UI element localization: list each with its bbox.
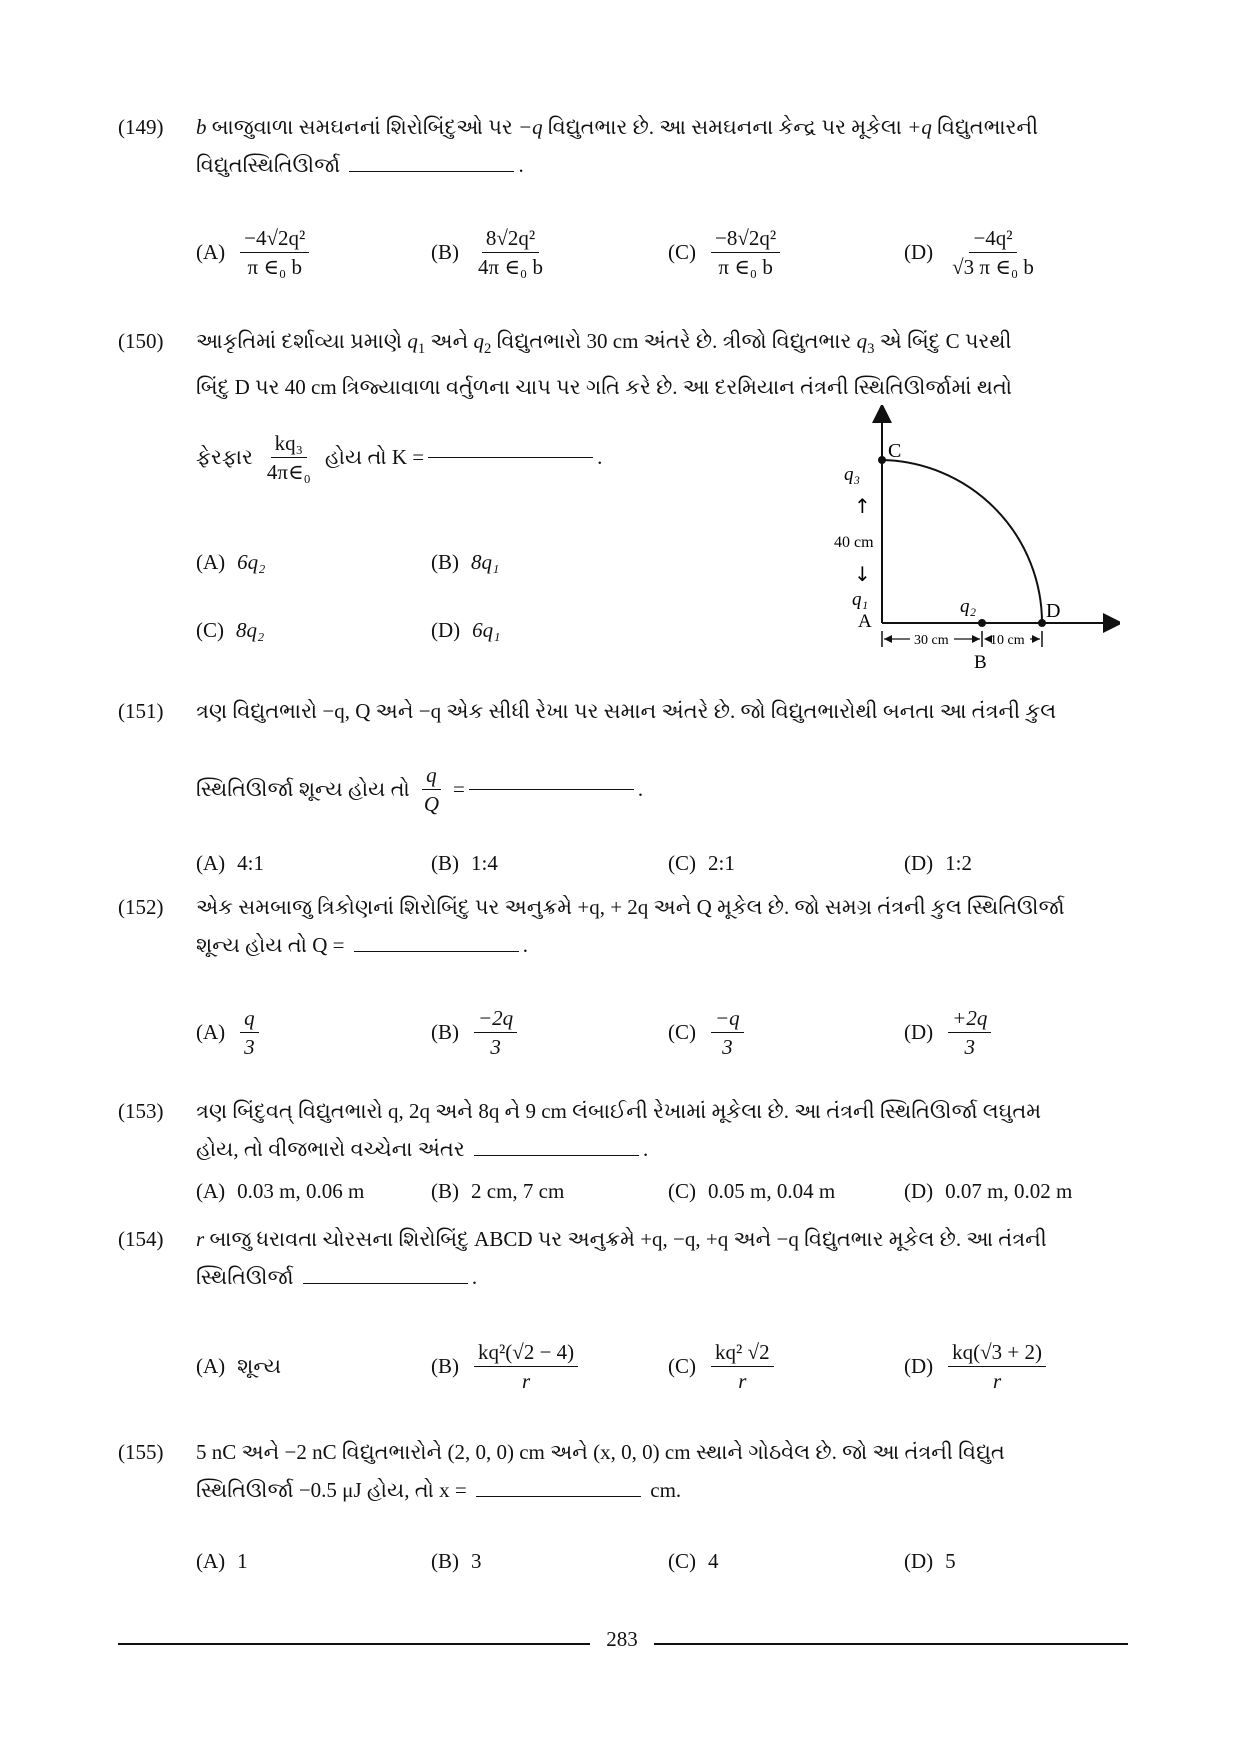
question-text: એક સમબાજુ ત્રિકોણનાં શિરોબિંદુ પર અનુક્રમે +q, + 2q અને Q મૂકેલ છે. જો સમગ્ર તંત્રની કુલ સ્થિતિઊર્જા શૂન્ય હોય તો Q = . xyxy=(196,895,1065,957)
option-d[interactable]: (D) 6q₁ xyxy=(431,617,501,642)
question-number: (154) xyxy=(118,1227,164,1251)
label-a: A xyxy=(858,611,872,632)
option-c[interactable]: (C) 8q₂ xyxy=(196,617,265,642)
options-150-row2 xyxy=(196,600,696,660)
question-155 xyxy=(118,1433,1128,1509)
option-d[interactable]: (D) $\frac{+2q}{3}$ xyxy=(904,1002,994,1062)
question-text: આકૃતિમાં દર્શાવ્યા પ્રમાણે $q_1$ અને $q_2$ વિદ્યુતભારો 30 cm અંતરે છે. ત્રીજો વિદ્યુતભાર $q_3$ એ બિંદુ C પરથી બિંદુ D પર 40 cm ત્રિજ્યાવાળા વર્તુળના ચાપ પર ગતિ કરે છે. આ દરમિયાન તંત્રની સ્થિતિઊર્જામાં થતો xyxy=(196,329,1012,400)
footer-rule-right xyxy=(654,1643,1128,1645)
option-a[interactable]: (A) 1 xyxy=(196,1548,248,1573)
options-155 xyxy=(196,1540,1136,1582)
question-number: (151) xyxy=(118,699,164,723)
question-number: (152) xyxy=(118,895,164,919)
down-arrow-icon: ↓ xyxy=(854,562,871,586)
option-a[interactable]: (A) 4:1 xyxy=(196,850,264,875)
option-b[interactable]: (B) 1:4 xyxy=(431,850,498,875)
option-d[interactable]: (D) 1:2 xyxy=(904,850,972,875)
label-q1: q₁ xyxy=(852,589,869,610)
option-d[interactable]: (D) 5 xyxy=(904,1548,956,1573)
options-154 xyxy=(196,1336,1136,1396)
option-a[interactable]: (A) 6q₂ xyxy=(196,549,266,574)
option-c[interactable]: (C) 0.05 m, 0.04 m xyxy=(668,1178,836,1203)
option-b[interactable]: (B) $\frac{-2q}{3}$ xyxy=(431,1002,520,1062)
label-q2: q₂ xyxy=(960,596,977,617)
arc-figure xyxy=(830,405,1120,685)
option-b[interactable]: (B) 3 xyxy=(431,1548,482,1573)
question-number: (153) xyxy=(118,1099,164,1123)
question-150 xyxy=(118,322,1128,406)
footer-rule-left xyxy=(118,1643,590,1645)
label-d: D xyxy=(1046,600,1061,622)
options-153 xyxy=(196,1170,1136,1212)
question-text: ત્રણ બિંદુવત્ વિદ્યુતભારો q, 2q અને 8q ને 9 cm લંબાઈની રેખામાં મૂકેલા છે. આ તંત્રની સ્થિતિઊર્જા લઘુતમ હોય, તો વીજભારો વચ્ચેના અંતર . xyxy=(196,1099,1042,1161)
answer-blank xyxy=(469,789,634,790)
page-number: 283 xyxy=(606,1627,638,1651)
question-154 xyxy=(118,1220,1128,1296)
label-c: C xyxy=(888,440,902,462)
option-b[interactable]: (B) $\frac{\text{kq²(√2 − 4)}}{r}$ xyxy=(431,1336,581,1396)
up-arrow-icon: ↑ xyxy=(854,494,871,518)
question-150-line3: ફેરફાર $\frac{\text{kq₃}}{\text{4π∈₀}}$ હોય તો K = . xyxy=(196,431,603,484)
option-b[interactable]: (B) $\frac{\text{8√2q²}}{\text{4π ∈₀ b}}$ xyxy=(431,225,543,279)
option-d[interactable]: (D) 0.07 m, 0.02 m xyxy=(904,1178,1073,1203)
answer-blank xyxy=(354,951,519,952)
option-a[interactable]: (A) શૂન્ય xyxy=(196,1353,282,1378)
options-151 xyxy=(196,842,1136,884)
label-q3: q₃ xyxy=(844,464,861,485)
question-text: r બાજુ ધરાવતા ચોરસના શિરોબિંદુ ABCD પર અનુક્રમે +q, −q, +q અને −q વિદ્યુતભાર મૂકેલ છે. આ તંત્રની સ્થિતિઊર્જા . xyxy=(196,1227,1047,1289)
answer-blank xyxy=(303,1283,468,1284)
option-d[interactable]: (D) $\frac{\text{−4q²}}{\text{√3 π ∈₀ b}}$ xyxy=(904,225,1034,279)
question-text: ત્રણ વિદ્યુતભારો −q, Q અને −q એક સીધી રેખા પર સમાન અંતરે છે. જો વિદ્યુતભારોથી બનતા આ તંત્રની કુલ xyxy=(196,699,1057,723)
label-30cm: 30 cm xyxy=(914,633,949,648)
option-a[interactable]: (A) $\frac{q}{3}$ xyxy=(196,1002,262,1062)
point-d-dot xyxy=(1038,619,1046,627)
option-b[interactable]: (B) 8q₁ xyxy=(431,549,500,574)
options-152 xyxy=(196,1002,1136,1062)
answer-blank xyxy=(476,1496,641,1497)
option-a[interactable]: (A) $\frac{\text{−4√2q²}}{\text{π ∈₀ b}}$ xyxy=(196,222,312,282)
point-c-dot xyxy=(878,456,886,464)
point-b-dot xyxy=(978,619,986,627)
options-150-row1 xyxy=(196,532,696,592)
label-40cm: 40 cm xyxy=(834,534,874,551)
option-c[interactable]: (C) $\frac{-q}{3}$ xyxy=(668,1002,747,1062)
option-a[interactable]: (A) 0.03 m, 0.06 m xyxy=(196,1178,365,1203)
question-number: (155) xyxy=(118,1440,164,1464)
option-c[interactable]: (C) 4 xyxy=(668,1548,719,1573)
question-text: b બાજુવાળા સમઘનનાં શિરોબિંદુઓ પર −q વિદ્યુતભાર છે. આ સમઘનના કેન્દ્ર પર મૂકેલા +q વિદ્યુતભારની વિદ્યુતસ્થિતિઊર્જા . xyxy=(196,115,1039,177)
answer-blank xyxy=(428,457,593,458)
question-149 xyxy=(118,108,1128,184)
option-c[interactable]: (C) 2:1 xyxy=(668,850,735,875)
question-number: (150) xyxy=(118,329,164,353)
question-152 xyxy=(118,888,1128,964)
option-d[interactable]: (D) $\frac{kq(√3 + 2)}{r}$ xyxy=(904,1336,1049,1396)
question-151 xyxy=(118,692,1128,730)
answer-blank xyxy=(474,1155,639,1156)
question-151-line2: સ્થિતિઊર્જા શૂન્ય હોય તો $\frac{q}{Q}$ = . xyxy=(196,763,644,816)
label-10cm: 10 cm xyxy=(990,633,1025,648)
options-149 xyxy=(196,222,1136,282)
question-number: (149) xyxy=(118,115,164,139)
option-b[interactable]: (B) 2 cm, 7 cm xyxy=(431,1178,565,1203)
question-text: 5 nC અને −2 nC વિદ્યુતભારોને (2, 0, 0) cm અને (x, 0, 0) cm સ્થાને ગોઠવેલ છે. જો આ તંત્રની વિદ્યુત સ્થિતિઊર્જા −0.5 μJ હોય, તો x = cm. xyxy=(196,1440,1005,1502)
option-c[interactable]: (C) $\frac{\text{−8√2q²}}{\text{π ∈₀ b}}$ xyxy=(668,222,783,282)
option-c[interactable]: (C) $\frac{\text{kq² √2}}{r}$ xyxy=(668,1336,777,1396)
answer-blank xyxy=(349,171,514,172)
question-153 xyxy=(118,1092,1128,1168)
label-b: B xyxy=(974,652,987,673)
